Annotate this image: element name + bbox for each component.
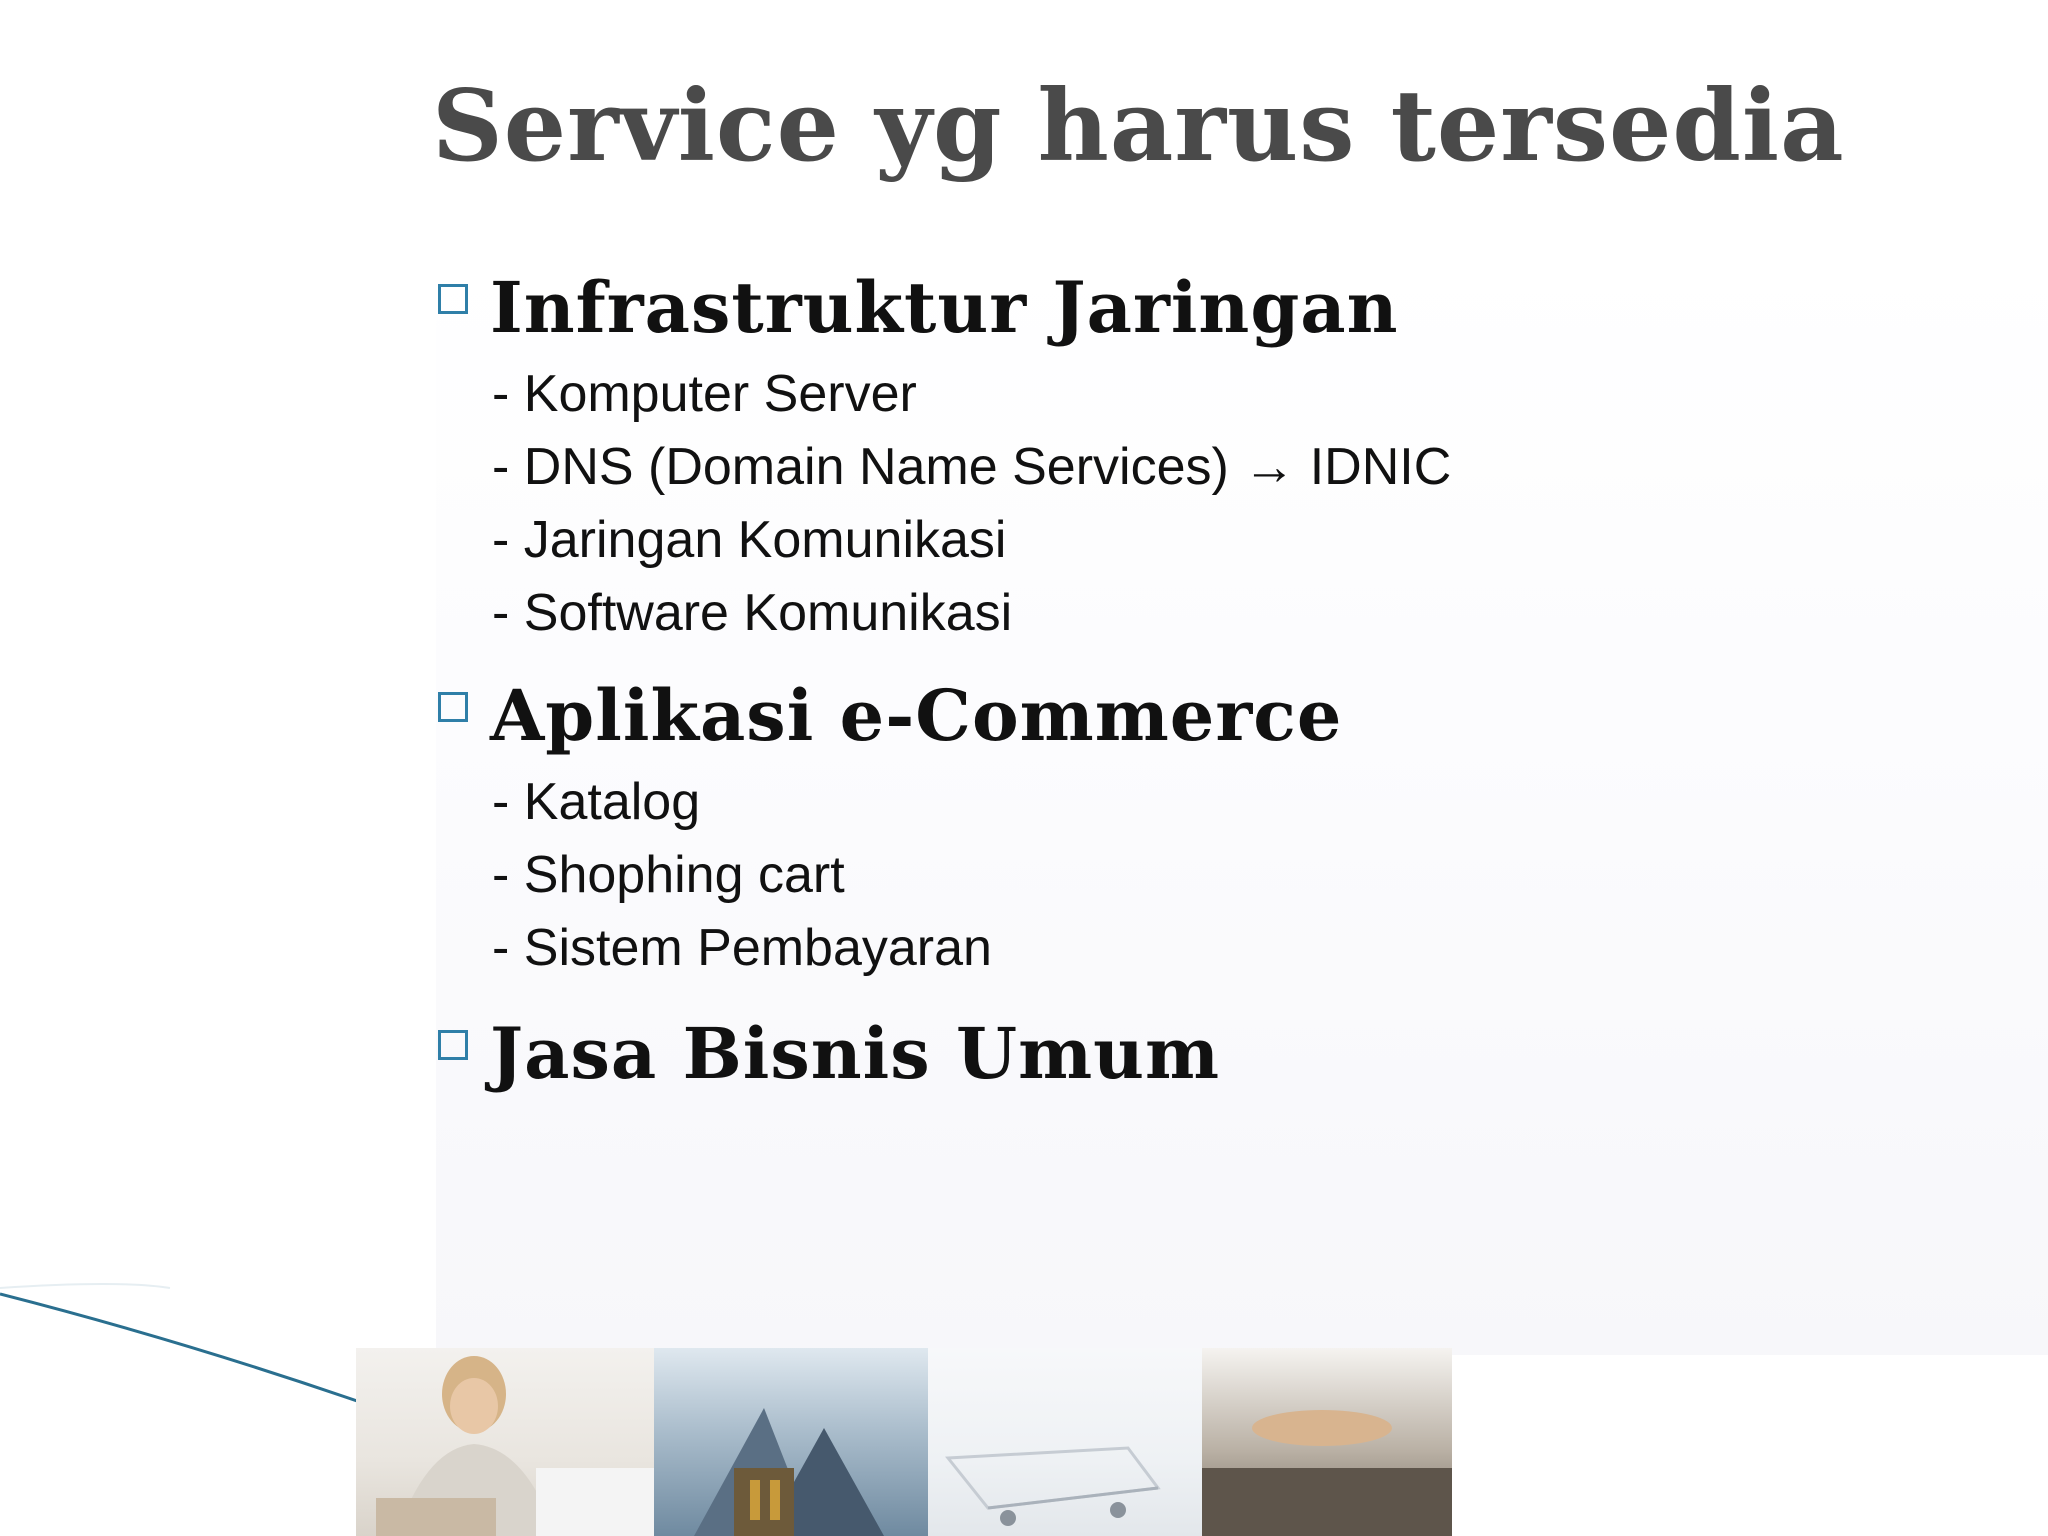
section-heading-row [438,262,1638,354]
sub-item-list [438,358,1638,650]
slide-title: Service yg harus tersedia [432,69,1845,184]
square-bullet-icon [438,284,468,314]
section-heading: Aplikasi e-Commerce [490,674,1343,757]
cart-illustration [928,1348,1202,1536]
sub-item-list [438,766,1638,985]
section-heading: Jasa Bisnis Umum [490,1012,1221,1095]
section-aplikasi-e-commerce [438,670,1638,985]
section-jasa-bisnis-umum [438,1008,1638,1100]
section-heading: Infrastruktur Jaringan [490,266,1399,349]
section-heading-row [438,1008,1638,1100]
hands-image [1202,1348,1452,1536]
section-heading-row [438,670,1638,762]
section-infrastruktur-jaringan [438,262,1638,650]
hands-illustration [1202,1348,1452,1536]
buildings-image [654,1348,928,1536]
square-bullet-icon [438,692,468,722]
woman-at-computer-image [356,1348,654,1536]
woman-illustration [356,1348,654,1536]
square-bullet-icon [438,1030,468,1060]
list-item: - Shophing cart [492,846,845,904]
buildings-illustration [654,1348,928,1536]
photo-strip [356,1348,1452,1536]
list-item: - DNS (Domain Name Services) → IDNIC [492,438,1452,496]
decorative-swoosh-line [0,1270,380,1430]
list-item: - Jaringan Komunikasi [492,511,1007,569]
list-item: - Katalog [492,773,701,831]
list-item: - Sistem Pembayaran [492,919,992,977]
list-item: - Komputer Server [492,365,917,423]
list-item: - Software Komunikasi [492,584,1013,642]
shopping-cart-image [928,1348,1202,1536]
